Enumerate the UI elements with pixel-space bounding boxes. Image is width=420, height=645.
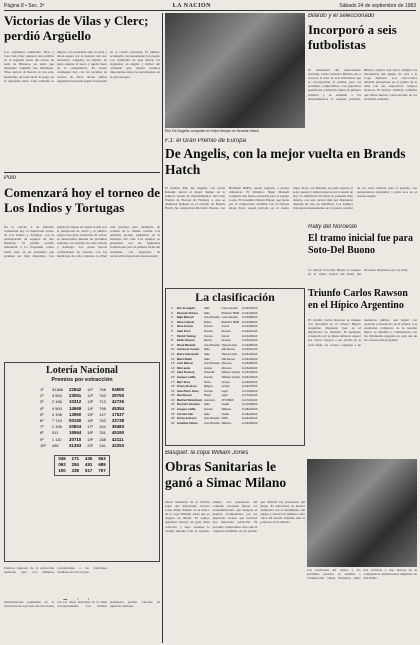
classification-cell: Lotus Renault xyxy=(221,316,238,320)
classification-cell: Arrows xyxy=(221,380,230,384)
lottery-cell: 33738 xyxy=(111,418,125,424)
classification-cell: Lotus Renault xyxy=(221,307,238,310)
quini-cell: 100 xyxy=(58,468,66,474)
classification-cell: 1m14s36/100 xyxy=(241,334,258,338)
de-angelis-headline: De Angelis, con la mejor vuelta en Brands Hatch xyxy=(165,146,406,177)
classification-cell: Jacques Laffite xyxy=(176,408,196,412)
classification-cell: Elio de Angelis xyxy=(176,307,196,310)
classification-cell: 1m17s02/100 xyxy=(241,389,258,393)
quini-row xyxy=(55,456,109,463)
lottery-cell: 17º xyxy=(87,424,94,430)
lottery-cell: 5º xyxy=(39,411,44,417)
classification-cell: 26º xyxy=(171,421,175,425)
lottery-cell: 2º xyxy=(39,393,44,399)
classification-cell: EE.UU. xyxy=(204,339,213,343)
lottery-cell: 42726 xyxy=(111,399,125,405)
classification-cell: 1m14s08/100 xyxy=(241,325,258,329)
obras-article-body-2: Las posiciones del torneo y los próximos partidos se detallan a continuación. Obras Sanitarias suma dos victorias y una derrota en la competencia internacional disputada en San Pablo. xyxy=(307,568,417,581)
lottery-cell: 104 xyxy=(99,424,106,430)
lottery-row xyxy=(37,443,127,449)
lottery-cell: 20710 xyxy=(69,436,82,442)
lottery-cell: 13960 xyxy=(69,411,82,417)
classification-cell: Thierry Boutsen xyxy=(176,385,197,389)
bilardo-section-label: Bilardo y el seleccionado xyxy=(308,13,375,19)
classification-cell: Derek Warwick xyxy=(176,343,196,347)
classification-cell: Finlandia xyxy=(204,371,215,375)
lottery-cell: 4º xyxy=(39,405,44,411)
obras-headline: Obras Sanitarias le ganó a Simac Milano xyxy=(165,459,287,490)
quini-cell: 517 xyxy=(85,468,93,474)
rawson-headline-area xyxy=(308,288,417,318)
classification-cell: Brasil xyxy=(204,394,211,398)
classification-cell: 1m19s12/100 xyxy=(241,417,258,421)
polo-headline-area xyxy=(4,185,160,225)
lottery-cell: 3º xyxy=(39,399,44,405)
classification-cell: 20º xyxy=(171,394,175,398)
classification-cell: 1m16s75/100 xyxy=(241,385,258,389)
f1-section-label: F.1: el Gran Premio de Europa xyxy=(165,138,246,144)
classification-cell: Marc Surer xyxy=(176,380,191,384)
classification-cell: Jacques Laffite xyxy=(176,375,196,379)
lottery-cell: 7 710 xyxy=(51,418,62,424)
terminations-heading-area xyxy=(4,590,160,600)
lottery-cell: 18º xyxy=(87,430,94,436)
classification-cell: Italia xyxy=(204,307,210,310)
classification-cell: 1m17s31/100 xyxy=(241,394,258,398)
classification-cell: Brabham BMW xyxy=(221,320,240,324)
classification-cell: Francia xyxy=(204,408,213,412)
basketball-photo xyxy=(307,459,417,567)
classification-cell: McLaren xyxy=(221,366,232,370)
lottery-cell: 1 110 xyxy=(51,436,62,442)
bilardo-article-body: El entrenador del seleccionado nacional, Carlos Salvador Bilardo, dio a conocer la lista de seis futbolistas que se incorporarán al plantel para los próximos compromisos. Los jugadores pertenecen a distintos clubes de primera división y se sumarán a los entrenamientos la semana próxima. Bilardo explicó que busca ampliar las alternativas del equipo de cara a la Copa América. Los convocados deberán presentarse en el predio de la AFA con sus respectivos cuerpos técnicos. El técnico también confirmó que habrá nuevas convocatorias en las próximas semanas. xyxy=(308,68,417,101)
lottery-cell: 16564 xyxy=(69,430,82,436)
classification-cell: Suiza xyxy=(204,380,211,384)
classification-cell: Piercarlo Ghinzani xyxy=(176,403,200,407)
classification-cell: 6º xyxy=(171,329,174,333)
classification-cell: Gran Bretaña xyxy=(204,362,220,366)
lottery-cell: 14º xyxy=(87,405,94,411)
lottery-cell: 10312 xyxy=(69,399,82,405)
classification-cell: 24º xyxy=(171,412,175,416)
rawson-headline: Triunfo Carlos Rawson en el Hípico Argentino xyxy=(308,288,408,311)
classification-cell: Gran Bretaña xyxy=(204,421,220,425)
classification-cell: 10º xyxy=(171,348,175,352)
classification-cell: Andrea de Cesaris xyxy=(176,348,200,352)
classification-cell: Brasil xyxy=(204,320,211,324)
classification-cell: Alfa Romeo xyxy=(221,357,236,361)
quini-cell: 707 xyxy=(98,468,106,474)
classification-cell: 1m15s88/100 xyxy=(241,362,258,366)
quini-cell: 563 xyxy=(98,456,106,462)
page-number: Página 8 • Sec. 3ª xyxy=(4,3,45,9)
classification-cell: 1m13s86/100 xyxy=(241,316,258,320)
classification-cell: Williams Honda xyxy=(221,375,240,379)
classification-cell: Italia xyxy=(204,357,210,361)
classification-cell: 1m18s03/100 xyxy=(241,408,258,412)
classification-cell: Patrick Tambay xyxy=(176,334,196,338)
lottery-cell: 6º xyxy=(39,418,44,424)
lottery-cell: 20º xyxy=(87,442,94,448)
rally-article-body: La binaria Soto-Del Buono se impuso en el tramo inicial del Rally del Noroeste disputado ayer en Salta. xyxy=(308,268,409,277)
lottery-cell: 798 xyxy=(99,405,106,411)
classification-cell: Italia xyxy=(204,348,210,352)
lottery-cell: 2 196 xyxy=(51,399,62,405)
classification-cell: Renault xyxy=(221,339,231,343)
classification-cell: Williams xyxy=(221,421,232,425)
classification-box xyxy=(165,288,305,446)
classification-cell: 4º xyxy=(171,320,174,324)
bilardo-headline-area xyxy=(308,22,417,68)
basket-section-label: Básquet: la copa William Jones xyxy=(165,450,249,456)
classification-cell: Osella xyxy=(221,412,229,416)
classification-cell: 7º xyxy=(171,334,174,338)
classification-cell: 25º xyxy=(171,417,175,421)
lottery-cell: 19º xyxy=(87,436,94,442)
lottery-cell: 9º xyxy=(39,436,44,442)
classification-cell: 1m13s98/100 xyxy=(241,320,258,324)
lottery-cell: 511 xyxy=(51,430,59,436)
classification-cell: Ferrari xyxy=(221,334,230,338)
classification-cell: 1m15s01/100 xyxy=(241,348,258,352)
classification-cell: RAM xyxy=(221,417,228,421)
classification-cell: 1m15s15/100 xyxy=(241,352,258,356)
classification-cell: Manfred Winkelhock xyxy=(176,398,203,402)
lottery-box xyxy=(4,362,160,562)
quini-cell: 284 xyxy=(71,462,79,468)
classification-cell: 22º xyxy=(171,403,175,407)
classification-cell: 16º xyxy=(171,375,175,379)
classification-cell: 21º xyxy=(171,398,175,402)
vilas-headline: Victorias de Vilas y Clerc; perdió Argüello xyxy=(4,13,149,43)
classification-cell: Gran Bretaña xyxy=(204,316,220,320)
quini-row xyxy=(55,468,109,475)
rally-headline: El tramo inicial fue para Soto-Del Buono xyxy=(308,233,413,256)
classification-cell: Toleman Hart xyxy=(221,352,238,356)
classification-cell: 1m19s45/100 xyxy=(241,421,258,425)
classification-cell: 2º xyxy=(171,311,174,315)
lottery-cell: 1 196 xyxy=(51,424,62,430)
polo-article-body: En la cancha 2 de Palermo comenzará hoy el tradicional torneo de Los Indios y Tortugas, con la participación de equipos de alto hándicap. El primer partido enfrentará a La Espadaña contra Santa Ana, en un encuentro que promete ser muy disputado. Los jugadores llegan en buena forma tras la temporada de otoño y el público espera una gran actuación. El torneo se desarrollará durante las próximas semanas con partidos los días sábado y domingo. Las series fueron conformadas de acuerdo con los hándicaps de cada conjunto. La final está prevista para mediados de octubre en la misma cancha. Las entradas podrán adquirirse en la boletería del club. Los equipos se presentan con las siguientes formaciones para la primera fecha del certamen, con jugadores de reconocida trayectoria internacional. xyxy=(4,225,160,258)
classification-cell: 1m16s63/100 xyxy=(241,380,258,384)
lottery-cell: 22842 xyxy=(69,387,82,392)
lottery-cell: 8º xyxy=(39,430,44,436)
classification-table xyxy=(170,307,258,426)
page-date: Sábado 24 de septiembre de 1983 xyxy=(339,3,416,9)
classification-cell: 1m14s86/100 xyxy=(241,343,258,347)
lottery-cell: 14669 xyxy=(69,405,82,411)
classification-cell: René Arnoux xyxy=(176,325,193,329)
classification-cell: Bélgica xyxy=(204,385,213,389)
classification-cell: Corrado Fabi xyxy=(176,412,193,416)
quini-cell: 171 xyxy=(71,456,79,462)
lottery-cell: 7º xyxy=(39,424,44,430)
lottery-cell: 20804 xyxy=(69,424,82,430)
classification-title: La clasificación xyxy=(195,290,275,304)
classification-cell: 18º xyxy=(171,385,175,389)
classification-cell: Alemania xyxy=(204,398,215,402)
quini-cell: 689 xyxy=(98,462,106,468)
classification-cell: 3º xyxy=(171,316,174,320)
lottery-cell: 00150 xyxy=(69,418,82,424)
classification-cell: Ligier xyxy=(221,394,228,398)
classification-cell: 11º xyxy=(171,352,175,356)
lottery-cell: 4 500 xyxy=(51,405,62,411)
classification-cell: Nelson Piquet xyxy=(176,320,195,324)
bilardo-headline: Incorporó a seis futbolistas xyxy=(308,22,397,52)
quini-cell: 338 xyxy=(71,468,79,474)
de-angelis-photo xyxy=(165,13,305,128)
classification-cell: 1m17s54/100 xyxy=(241,398,258,402)
quini-cell: 092 xyxy=(58,462,66,468)
classification-cell: Eddie Cheever xyxy=(176,339,195,343)
obras-article-body: Obras Sanitarias de la Nación logró una importante victoria sobre Simac Milano en el marco de la copa William Jones que se disputa en Brasil. El equipo argentino mostró un gran nivel colectivo y supo sostener la ventaja durante todo el segundo tiempo. Los goleadores del conjunto nacional fueron los norteamericanos que integran el plantel, acompañados por los jugadores locales que tuvieron una destacada actuación. El próximo compromiso será ante el campeón brasileño en un partido que definirá las posiciones del grupo. El entrenador se mostró satisfecho con el rendimiento del equipo y destacó la defensa como clave del triunfo obtenido ante el poderoso rival italiano. xyxy=(165,500,305,533)
lottery-cell: 32293 xyxy=(111,442,125,448)
lottery-cell: 42111 xyxy=(111,436,124,442)
classification-cell: Alain Prost xyxy=(176,329,191,333)
lottery-cell: 15º xyxy=(87,411,94,417)
classification-cell: Nigel Mansell xyxy=(176,316,194,320)
lottery-cell: 782 xyxy=(99,418,106,424)
classification-cell: 8º xyxy=(171,339,174,343)
classification-cell: Raul Boesel xyxy=(176,394,192,398)
terminations-body: Terminaciones premiadas en la extracción de ayer para las fracciones con las cifras indicadas en la tabla correspondiente. Los billetes premiados podrán cobrarse en agencias oficiales. xyxy=(4,600,160,609)
classification-cell: Italia xyxy=(204,311,210,315)
classification-cell: Kenny Acheson xyxy=(176,417,197,421)
lottery-cell: 31393 xyxy=(69,442,82,448)
classification-cell: Francia xyxy=(204,329,213,333)
rally-section-label: Rally del Noroeste xyxy=(308,224,358,230)
vilas-article-body: Los argentinos Guillermo Vilas y José Luis Clerc ganaron sus partidos en la segunda rueda del torneo de tenis de Burdeos, en tanto que Alejandro Argüello fue eliminado. Vilas derrotó al francés en dos sets, mostrando un buen nivel de juego en la superficie lenta. Clerc también se impuso con autoridad ante su rival y ahora espera por el ganador del otro encuentro. Argüello, en cambio, no pudo superar al sueco y quedó fuera de la competencia. El torneo continuará hoy con los partidos de cuartos de final, donde ambos argentinos buscarán seguir avanzando en el cuadro principal. El público acompañó con entusiasmo la jornada. Los resultados de ayer fueron los siguientes en singles y dobles del certamen que reparte premios importantes entre los participantes de la gira europea. xyxy=(4,50,160,83)
photo-caption: Elio De Angelis conquistó el mejor tiempo en Brands Hatch xyxy=(165,129,259,133)
classification-cell: 5º xyxy=(171,325,174,329)
classification-cell: Osella xyxy=(221,403,229,407)
lottery-title: Lotería Nacional xyxy=(46,365,118,376)
classification-cell: 1m15s43/100 xyxy=(241,357,258,361)
lottery-cell: 758 xyxy=(99,387,106,392)
newspaper-brand: LA NACION xyxy=(172,3,211,9)
lottery-cell: 45354 xyxy=(111,405,125,411)
quini-cell: 491 xyxy=(85,462,93,468)
classification-cell: Brabham BMW xyxy=(221,311,240,315)
lottery-cell: 12º xyxy=(87,393,94,399)
classification-cell: Gran Bretaña xyxy=(204,417,220,421)
lottery-cell: 116 xyxy=(99,442,106,448)
quini-table xyxy=(54,455,109,476)
classification-cell: Williams xyxy=(221,408,232,412)
page-header xyxy=(4,2,416,11)
lottery-notes: Premios mayores de la extracción realizada ayer. Los números corresponden a las fracciones vendidas en todo el país. xyxy=(4,566,107,575)
lottery-subtitle: Premios por extracción xyxy=(51,377,113,383)
lottery-cell: 781 xyxy=(99,430,106,436)
classification-cell: 1m16s15/100 xyxy=(241,371,258,375)
classification-cell: Italia xyxy=(204,412,210,416)
lottery-cell: 11º xyxy=(87,387,93,392)
classification-cell: Jean-Pierre Jarier xyxy=(176,389,199,393)
lottery-cell: 188 xyxy=(99,436,106,442)
lottery-cell: 753 xyxy=(99,393,106,399)
classification-cell: 9º xyxy=(171,343,174,347)
classification-cell: Francia xyxy=(204,389,213,393)
classification-cell: John Watson xyxy=(176,362,194,366)
quini-cell: 435 xyxy=(85,456,93,462)
lottery-cell: 16º xyxy=(87,418,94,424)
classification-cell: Keke Rosberg xyxy=(176,371,195,375)
classification-cell: Arrows xyxy=(221,385,230,389)
classification-cell: Italia xyxy=(204,352,210,356)
polo-section-label: Polo xyxy=(4,175,17,181)
classification-cell: 1m14s62/100 xyxy=(241,339,258,343)
lottery-cell: 496 xyxy=(51,442,59,448)
classification-cell: 23º xyxy=(171,408,175,412)
lottery-cell: 4 500 xyxy=(51,393,62,399)
classification-cell: Toleman Hart xyxy=(221,343,238,347)
classification-cell: 19º xyxy=(171,389,175,393)
classification-cell: McLaren xyxy=(221,362,232,366)
classification-cell: Italia xyxy=(204,403,210,407)
classification-cell: Niki Lauda xyxy=(176,366,190,370)
lottery-cell: 29750 xyxy=(111,393,125,399)
classification-cell: Alfa Romeo xyxy=(221,348,236,352)
classification-cell: Bruno Giacomelli xyxy=(176,352,199,356)
classification-cell: 1m18s40/100 xyxy=(241,412,258,416)
classification-cell: 1m13s40/100 xyxy=(241,311,258,315)
lottery-cell: 4 196 xyxy=(51,411,62,417)
obras-headline-area xyxy=(165,459,305,499)
lottery-cell: 10º xyxy=(39,442,46,448)
classification-cell: Austria xyxy=(204,366,213,370)
lottery-cell: 13º xyxy=(87,399,94,405)
lottery-cell: 17537 xyxy=(111,411,125,417)
rawson-article-body: El caballo Carlos Rawson se impuso con autoridad en el Clásico Hípico Argentino disputado ayer en el hipódromo de Palermo. El ejemplar, conducido por su jinete habitual, superó por varios cuerpos a sus rivales en la recta final. La carrera congregó a un numeroso público que siguió con atención el desarrollo de la prueba. Los resultados completos de la reunión hípica se detallan a continuación con los dividendos pagados en cada una de las carreras del programa. xyxy=(308,318,417,347)
polo-headline: Comenzará hoy el torneo de Los Indios y Tortugas xyxy=(4,185,160,215)
classification-cell: 1m14s21/100 xyxy=(241,329,258,333)
classification-cell: Mauro Baldi xyxy=(176,357,192,361)
lottery-cell: 31386 xyxy=(51,387,63,392)
classification-cell: 12º xyxy=(171,357,175,361)
classification-cell: Francia xyxy=(204,334,213,338)
classification-cell: Jonathan Palmer xyxy=(176,421,198,425)
classification-cell: Ligier xyxy=(221,389,228,393)
classification-cell: ATS BMW xyxy=(221,398,234,402)
quini-cell: 049 xyxy=(58,456,66,462)
classification-cell: 1m16s02/100 xyxy=(241,366,258,370)
rally-headline-area xyxy=(308,233,417,265)
classification-cell: Gran Bretaña xyxy=(204,343,220,347)
de-angelis-article-body: El italiano Elio De Angelis, con Lotus Renault, marcó el mejor tiempo en la primera sesión de entrenamientos del Gran Premio de Europa de Fórmula 1, que se disputará mañana en el circuito de Brands Hatch. Su compatriota Riccardo Patrese, con Brabham BMW, quedó segundo a escasa diferencia. El británico Nigel Mansell completó una buena actuación para el equipo Lotus. El brasileño Nelson Piquet, que lucha por el campeonato mundial con el francés Alain Prost, quedó ubicado en el cuarto lugar. Prost, con Renault, no pudo superar el sexto puesto y deberá mejorar en la sesión de hoy. La definición del título se presenta muy abierta, con una carrera más por disputarse después de esta en Sudáfrica. Los equipos trabajaron intensamente en la puesta a punto de los autos durante toda la jornada, con temperaturas agradables y pista seca en el trazado inglés. xyxy=(165,186,417,211)
lottery-cell: 04900 xyxy=(111,387,125,392)
classification-cell: 13º xyxy=(171,362,175,366)
classification-cell: 1m16s40/100 xyxy=(241,375,258,379)
classification-cell: Francia xyxy=(204,375,213,379)
classification-cell: Riccardo Patrese xyxy=(176,311,199,315)
lottery-cell: 23061 xyxy=(69,393,82,399)
classification-cell: 15º xyxy=(171,371,175,375)
lottery-cell: 1º xyxy=(39,387,44,392)
classification-cell: 1m13s35/100 xyxy=(241,307,258,310)
classification-cell: Williams Honda xyxy=(221,371,240,375)
classification-cell: 14º xyxy=(171,366,175,370)
lottery-table xyxy=(37,387,127,449)
lottery-cell: 713 xyxy=(99,399,106,405)
lottery-cell: 147 xyxy=(99,411,106,417)
classification-cell: 1º xyxy=(171,307,174,310)
classification-cell: 1m17s89/100 xyxy=(241,403,258,407)
classification-cell: Ferrari xyxy=(221,325,230,329)
lottery-cell: 45190 xyxy=(111,430,125,436)
classification-row xyxy=(170,422,258,427)
classification-cell: 17º xyxy=(171,380,175,384)
lottery-cell: 39483 xyxy=(111,424,125,430)
classification-cell: Renault xyxy=(221,329,231,333)
classification-cell: Francia xyxy=(204,325,213,329)
